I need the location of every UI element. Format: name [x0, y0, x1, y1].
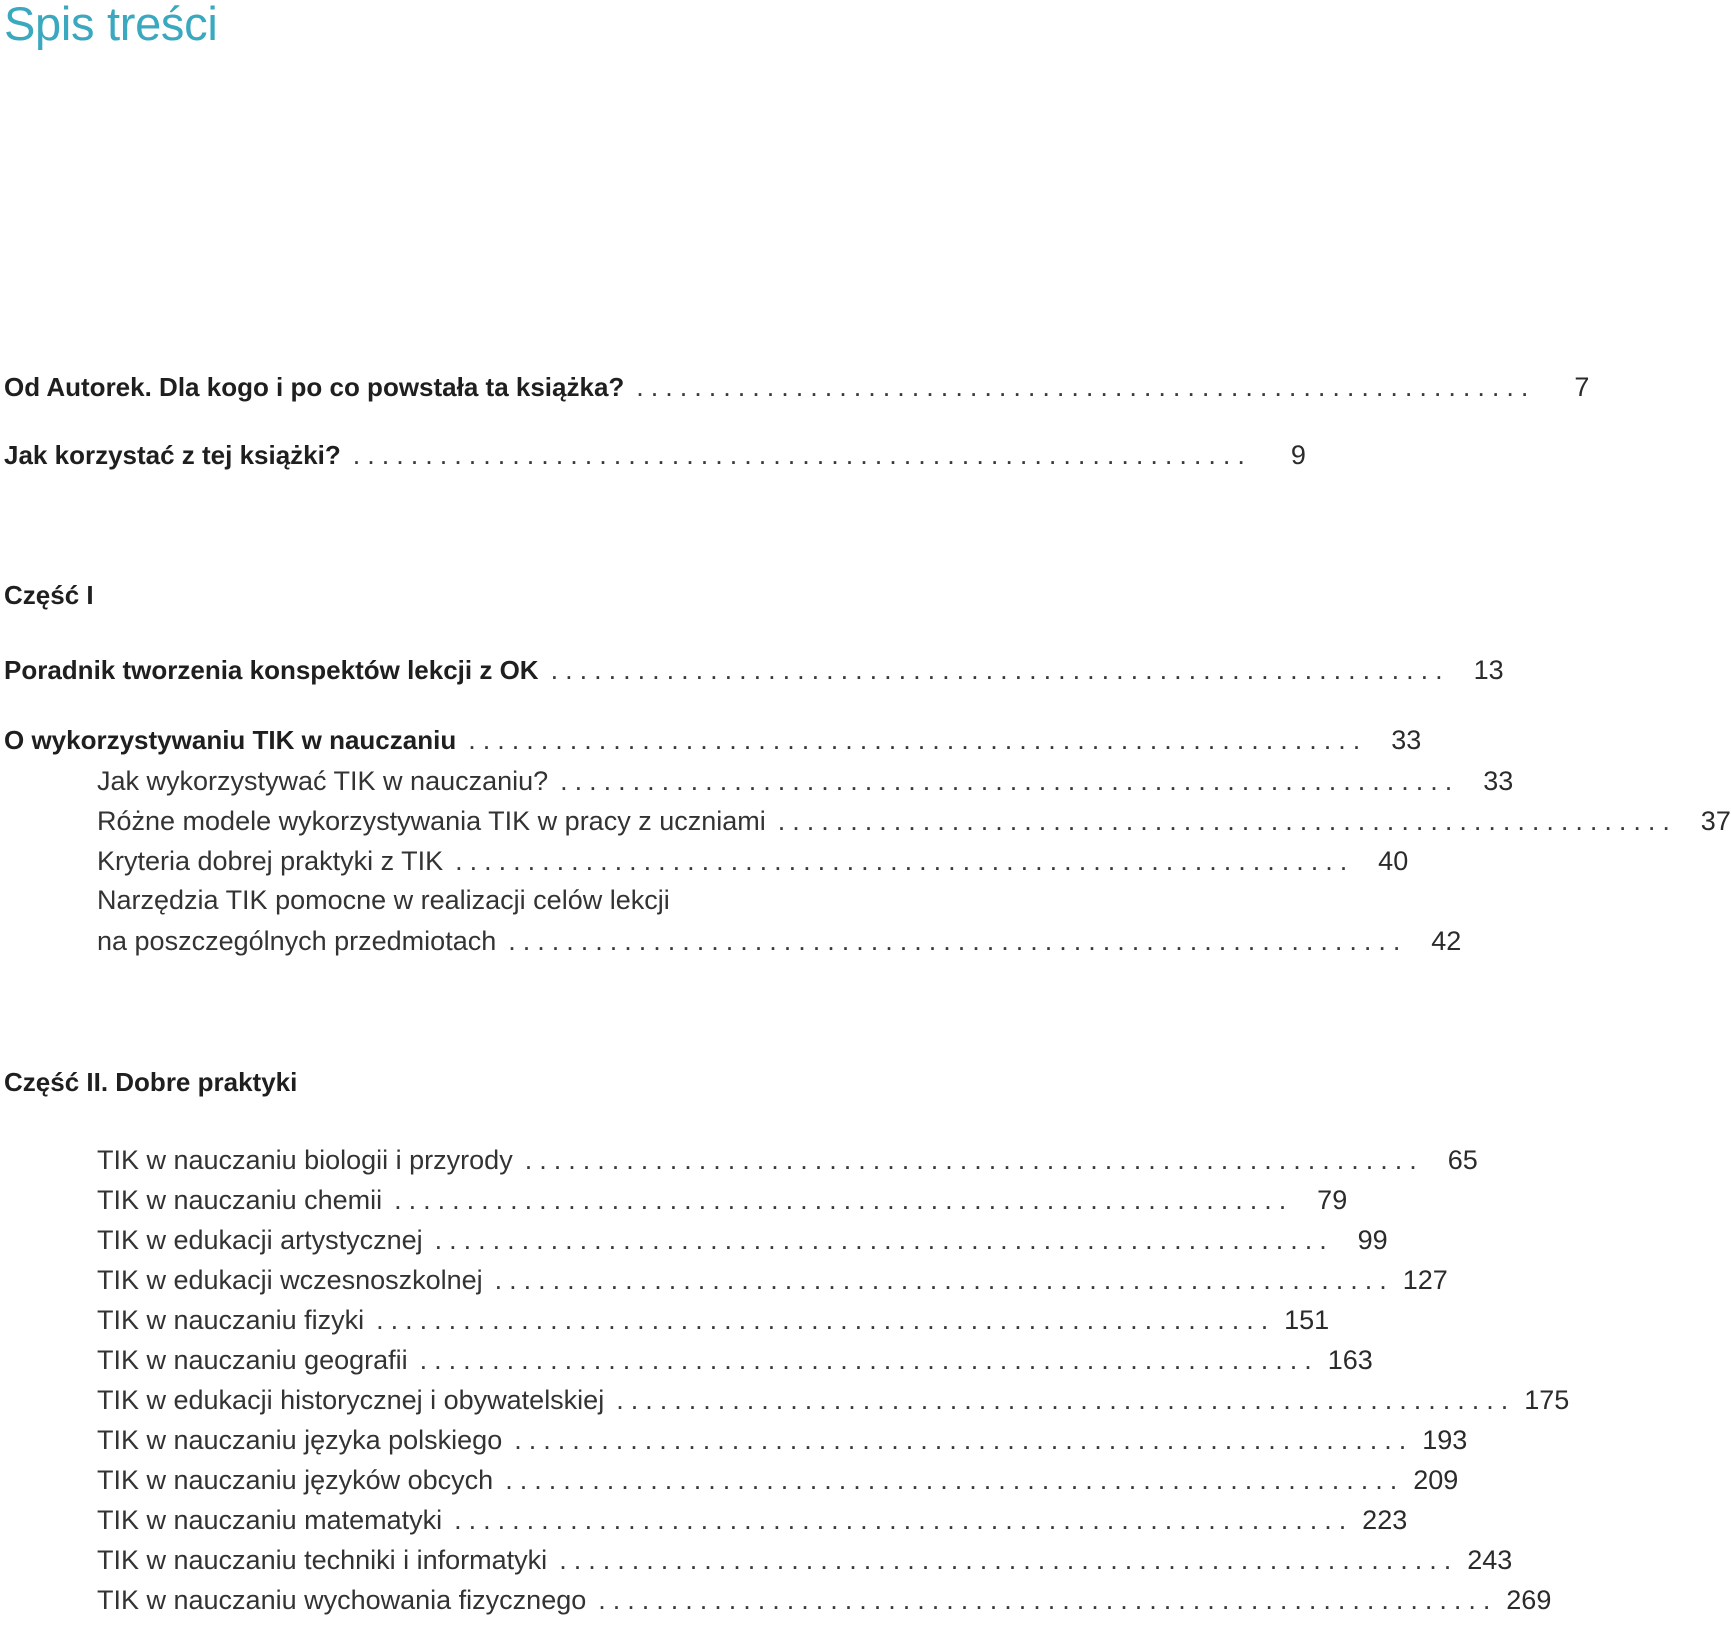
toc-page-number: 79	[1317, 1185, 1348, 1215]
toc-subentry[interactable]	[97, 1497, 1408, 1537]
toc-subentry[interactable]	[97, 1377, 1570, 1417]
toc-entry-label: TIK w edukacji wczesnoszkolnej	[97, 1265, 483, 1295]
toc-entry-label: O wykorzystywaniu TIK w nauczaniu	[4, 725, 457, 755]
dot-leader: ..............................................................	[777, 806, 1677, 836]
toc-page-number: 33	[1483, 766, 1514, 796]
toc-entry-label: Poradnik tworzenia konspektów lekcji z OK	[4, 655, 539, 685]
toc-page-number: 243	[1467, 1545, 1513, 1575]
dot-leader: ..............................................................	[524, 1145, 1424, 1175]
toc-subentry[interactable]	[97, 1257, 1448, 1297]
toc-subentry[interactable]	[97, 1417, 1468, 1457]
toc-subentry[interactable]	[97, 838, 1409, 878]
toc-subentry[interactable]	[97, 758, 1514, 798]
toc-entry-o-wykorzystywaniu[interactable]	[4, 717, 1422, 757]
dot-leader: ..............................................................	[455, 846, 1355, 876]
toc-page-number: 127	[1402, 1265, 1448, 1295]
toc-subentry[interactable]	[97, 1337, 1373, 1377]
toc-subentry[interactable]	[97, 1297, 1330, 1337]
toc-entry-label: TIK w nauczaniu chemii	[97, 1185, 383, 1215]
toc-entry-poradnik[interactable]	[4, 647, 1504, 687]
toc-entry-label: Różne modele wykorzystywania TIK w pracy z uczniami	[97, 806, 766, 836]
toc-entry-label: TIK w nauczaniu biologii i przyrody	[97, 1145, 513, 1175]
dot-leader: ..............................................................	[636, 372, 1536, 402]
toc-page-number: 99	[1357, 1225, 1388, 1255]
toc-page-number: 193	[1422, 1425, 1468, 1455]
toc-entry-jak-korzystac[interactable]	[4, 432, 1306, 472]
dot-leader: ..............................................................	[434, 1225, 1334, 1255]
toc-page-number: 209	[1413, 1465, 1459, 1495]
page-title: Spis treści	[4, 0, 218, 50]
dot-leader: ..............................................................	[468, 725, 1368, 755]
dot-leader: ..............................................................	[550, 655, 1450, 685]
toc-subentry[interactable]	[97, 1537, 1513, 1577]
part-heading: Część II. Dobre praktyki	[4, 1067, 298, 1097]
toc-page-number: 13	[1473, 655, 1504, 685]
dot-leader: ..............................................................	[560, 766, 1460, 796]
dot-leader: ..............................................................	[616, 1385, 1516, 1415]
toc-page-number: 7	[1574, 372, 1590, 402]
toc-entry-label: na poszczególnych przedmiotach	[97, 926, 497, 956]
toc-entry-label: TIK w nauczaniu języków obcych	[97, 1465, 494, 1495]
dot-leader: ..............................................................	[352, 440, 1252, 470]
dot-leader: ..............................................................	[508, 926, 1408, 956]
toc-entry-label: TIK w nauczaniu techniki i informatyki	[97, 1545, 548, 1575]
dot-leader: ..............................................................	[559, 1545, 1459, 1575]
toc-entry-label: TIK w nauczaniu języka polskiego	[97, 1425, 503, 1455]
toc-page-number: 175	[1524, 1385, 1570, 1415]
toc-entry-label: TIK w nauczaniu wychowania fizycznego	[97, 1585, 587, 1615]
toc-page-number: 269	[1506, 1585, 1552, 1615]
toc-page-number: 163	[1327, 1345, 1373, 1375]
dot-leader: ..............................................................	[454, 1505, 1354, 1535]
dot-leader: ..............................................................	[394, 1185, 1294, 1215]
toc-subentry[interactable]	[97, 918, 1462, 958]
toc-entry-label: Od Autorek. Dla kogo i po co powstała ta książka?	[4, 372, 625, 402]
dot-leader: ..............................................................	[494, 1265, 1394, 1295]
toc-page-number: 65	[1447, 1145, 1478, 1175]
toc-entry-label: TIK w nauczaniu geografii	[97, 1345, 408, 1375]
toc-page-number: 33	[1391, 725, 1422, 755]
toc-subentry[interactable]	[97, 1457, 1459, 1497]
toc-entry-label: TIK w nauczaniu fizyki	[97, 1305, 365, 1335]
toc-subentry[interactable]	[97, 798, 1731, 838]
toc-entry-label: TIK w nauczaniu matematyki	[97, 1505, 443, 1535]
toc-entry-label: Jak korzystać z tej książki?	[4, 440, 341, 470]
toc-subentry[interactable]	[97, 1577, 1552, 1617]
toc-page-number: 37	[1700, 806, 1731, 836]
dot-leader: ..............................................................	[505, 1465, 1405, 1495]
toc-entry-label: Jak wykorzystywać TIK w nauczaniu?	[97, 766, 549, 796]
dot-leader: ..............................................................	[598, 1585, 1498, 1615]
toc-entry-label: TIK w edukacji artystycznej	[97, 1225, 423, 1255]
toc-subentry[interactable]	[97, 1137, 1478, 1177]
dot-leader: ..............................................................	[419, 1345, 1319, 1375]
toc-page-number: 40	[1378, 846, 1409, 876]
dot-leader: ..............................................................	[376, 1305, 1276, 1335]
toc-entry-label: TIK w edukacji historycznej i obywatelskiej	[97, 1385, 605, 1415]
toc-subentry[interactable]	[97, 1217, 1388, 1257]
toc-entry-label: Kryteria dobrej praktyki z TIK	[97, 846, 444, 876]
toc-subentry-line1[interactable]: Narzędzia TIK pomocne w realizacji celów lekcji	[97, 885, 670, 915]
toc-entry-od-autorek[interactable]	[4, 364, 1590, 404]
toc-page-number: 151	[1284, 1305, 1330, 1335]
toc-page-number: 42	[1431, 926, 1462, 956]
toc-page-number: 9	[1290, 440, 1306, 470]
toc-subentry[interactable]	[97, 1177, 1348, 1217]
dot-leader: ..............................................................	[514, 1425, 1414, 1455]
toc-page-number: 223	[1362, 1505, 1408, 1535]
part-heading: Część I	[4, 580, 94, 610]
